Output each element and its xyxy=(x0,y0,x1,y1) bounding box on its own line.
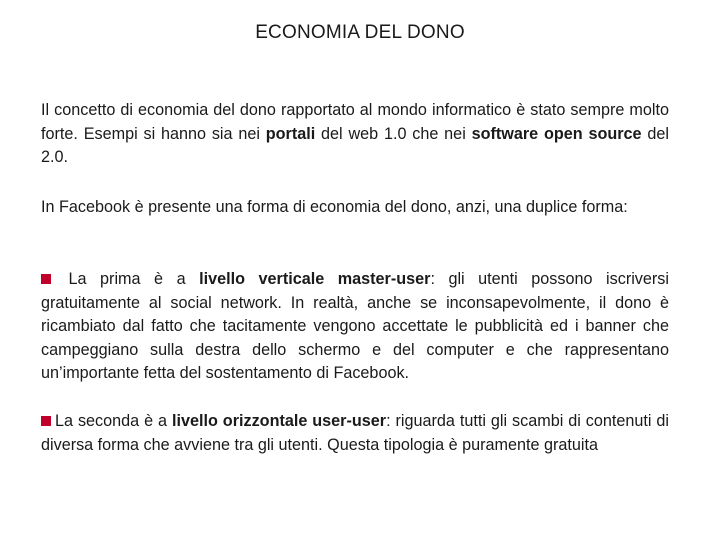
intro-text-1: Il concetto di economia del dono rapportato al mondo informatico è stato sempre molto forte. Esempi si hanno sia nei xyxy=(41,101,669,143)
square-bullet-icon xyxy=(41,416,51,426)
bullet-item-horizontal xyxy=(41,410,669,457)
intro-paragraph xyxy=(41,99,669,170)
facebook-paragraph: In Facebook è presente una forma di economia del dono, anzi, una duplice forma: xyxy=(41,198,628,216)
bullet1-bold: livello verticale master-user xyxy=(199,270,431,288)
intro-text-3: del 2.0. xyxy=(41,124,669,166)
bullet1-text-1: La prima è a xyxy=(55,270,200,288)
intro-bold-portali: portali xyxy=(265,124,316,143)
slide-title: ECONOMIA DEL DONO xyxy=(255,22,465,43)
bullet-item-vertical xyxy=(41,268,669,386)
intro-text-2: del web 1.0 che nei xyxy=(315,124,472,143)
bullet1-text-2: : gli utenti possono iscriversi gratuitamente al social network. In realtà, anche se inconsapevolmente, il dono è ricambiato dal fatto che tacitamente vengono accettate le pubblicità ed i banner che campeggiano sulla destra dello schermo e del computer e che rappresentano un’importante fetta del sostentamento di Facebook. xyxy=(41,270,669,382)
bullet2-bold: livello orizzontale user-user xyxy=(171,412,387,430)
square-bullet-icon xyxy=(41,274,51,284)
bullet2-text-1: La seconda è a xyxy=(55,412,172,430)
intro-bold-open-source: software open source xyxy=(471,124,642,143)
bullet2-text-2: : riguarda tutti gli scambi di contenuti di diversa forma che avviene tra gli utenti. Questa tipologia è puramente gratuita xyxy=(41,412,670,454)
